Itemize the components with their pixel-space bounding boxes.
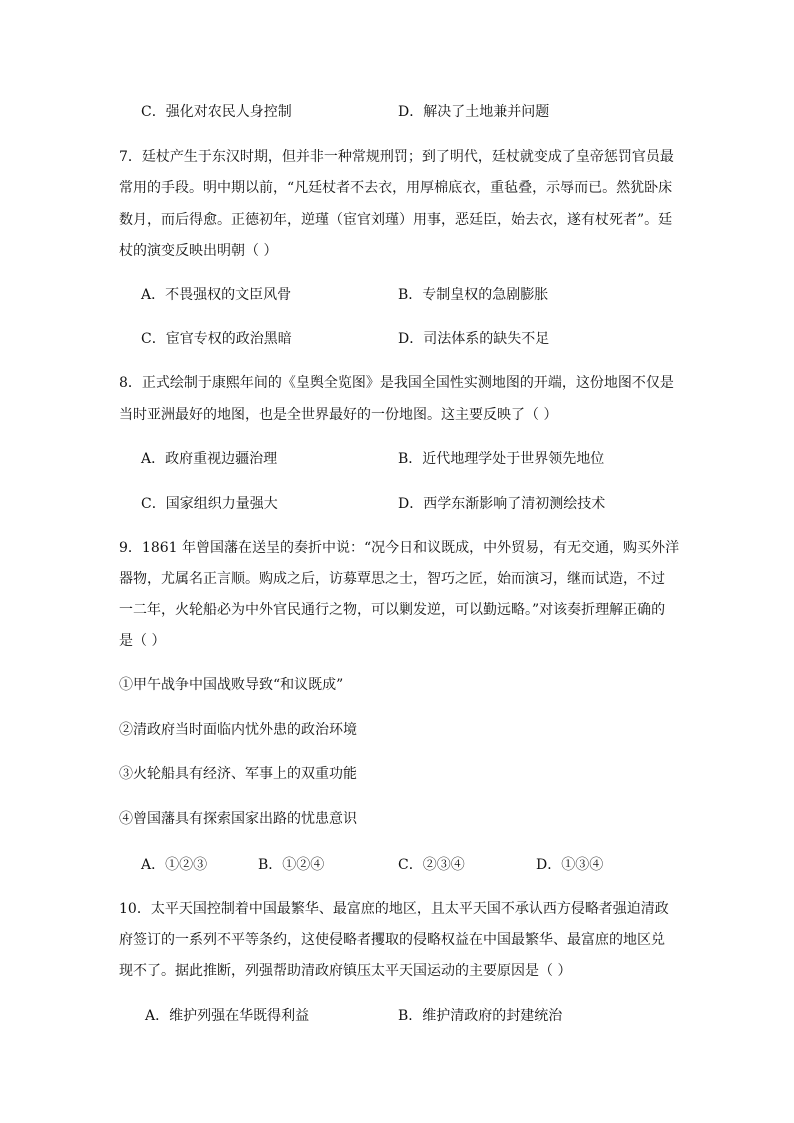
q9-option-b: B．①②④ [258,857,325,873]
q10-option-a: A．维护列强在华既得利益 [145,1008,310,1024]
q7-option-b: B．专制皇权的急剧膨胀 [398,287,549,303]
q9-option-a: A．①②③ [141,857,208,873]
q7-option-d: D．司法体系的缺失不足 [398,331,550,347]
q8-text-line-2: 当时亚洲最好的地图，也是全世界最好的一份地图。这主要反映了（ ） [119,407,558,423]
q8-option-a: A．政府重视边疆治理 [141,451,278,467]
q10-option-b: B．维护清政府的封建统治 [398,1008,563,1024]
q6-option-d: D．解决了土地兼并问题 [398,104,550,120]
q7-text-line-1: 7．廷杖产生于东汉时期，但并非一种常规刑罚；到了明代，廷杖就变成了皇帝惩罚官员最 [119,149,674,165]
q10-text-line-1: 10．太平天国控制着中国最繁华、最富庶的地区，且太平天国不承认西方侵略者强迫清政 [119,901,669,917]
q8-option-d: D．西学东渐影响了清初测绘技术 [398,496,606,512]
q9-statement-4: ④曾国藩具有探索国家出路的忧患意识 [119,811,357,827]
q8-text-line-1: 8．正式绘制于康熙年间的《皇舆全览图》是我国全国性实测地图的开端，这份地图不仅是 [119,375,674,391]
q6-option-c: C．强化对农民人身控制 [141,104,292,120]
q9-text-line-2: 器物，尤属名正言顺。购成之后，访募覃思之士，智巧之匠，始而演习，继而试造，不过 [119,571,665,587]
q8-option-c: C．国家组织力量强大 [141,496,278,512]
q7-text-line-3: 数月，而后得愈。正德初年，逆瑾（宦官刘瑾）用事，恶廷臣，始去衣，遂有杖死者”。廷 [119,212,673,228]
q9-text-line-4: 是（ ） [119,633,166,649]
q9-option-c: C．②③④ [398,857,465,873]
q7-text-line-4: 杖的演变反映出明朝（ ） [119,243,278,259]
q9-statement-3: ③火轮船具有经济、军事上的双重功能 [119,766,357,782]
q9-text-line-1: 9．1861 年曾国藩在送呈的奏折中说：“况今日和议既成，中外贸易，有无交通，购买外洋 [119,540,680,556]
q9-option-d: D．①③④ [536,857,604,873]
q10-text-line-3: 现不了。据此推断，列强帮助清政府镇压太平天国运动的主要原因是（ ） [119,963,572,979]
q9-statement-1: ①甲午战争中国战败导致“和议既成” [119,677,344,693]
q9-text-line-3: 一二年，火轮船必为中外官民通行之物，可以剿发逆，可以勤远略。”对该奏折理解正确的 [119,602,666,618]
q7-option-a: A．不畏强权的文臣风骨 [141,287,292,303]
q7-option-c: C．宦官专权的政治黑暗 [141,331,292,347]
q8-option-b: B．近代地理学处于世界领先地位 [398,451,605,467]
q9-statement-2: ②清政府当时面临内忧外患的政治环境 [119,722,357,738]
q10-text-line-2: 府签订的一系列不平等条约，这使侵略者攫取的侵略权益在中国最繁华、最富庶的地区兑 [119,932,665,948]
q7-text-line-2: 常用的手段。明中期以前，“凡廷杖者不去衣，用厚棉底衣，重毡叠，示辱而已。然犹卧床 [119,180,673,196]
